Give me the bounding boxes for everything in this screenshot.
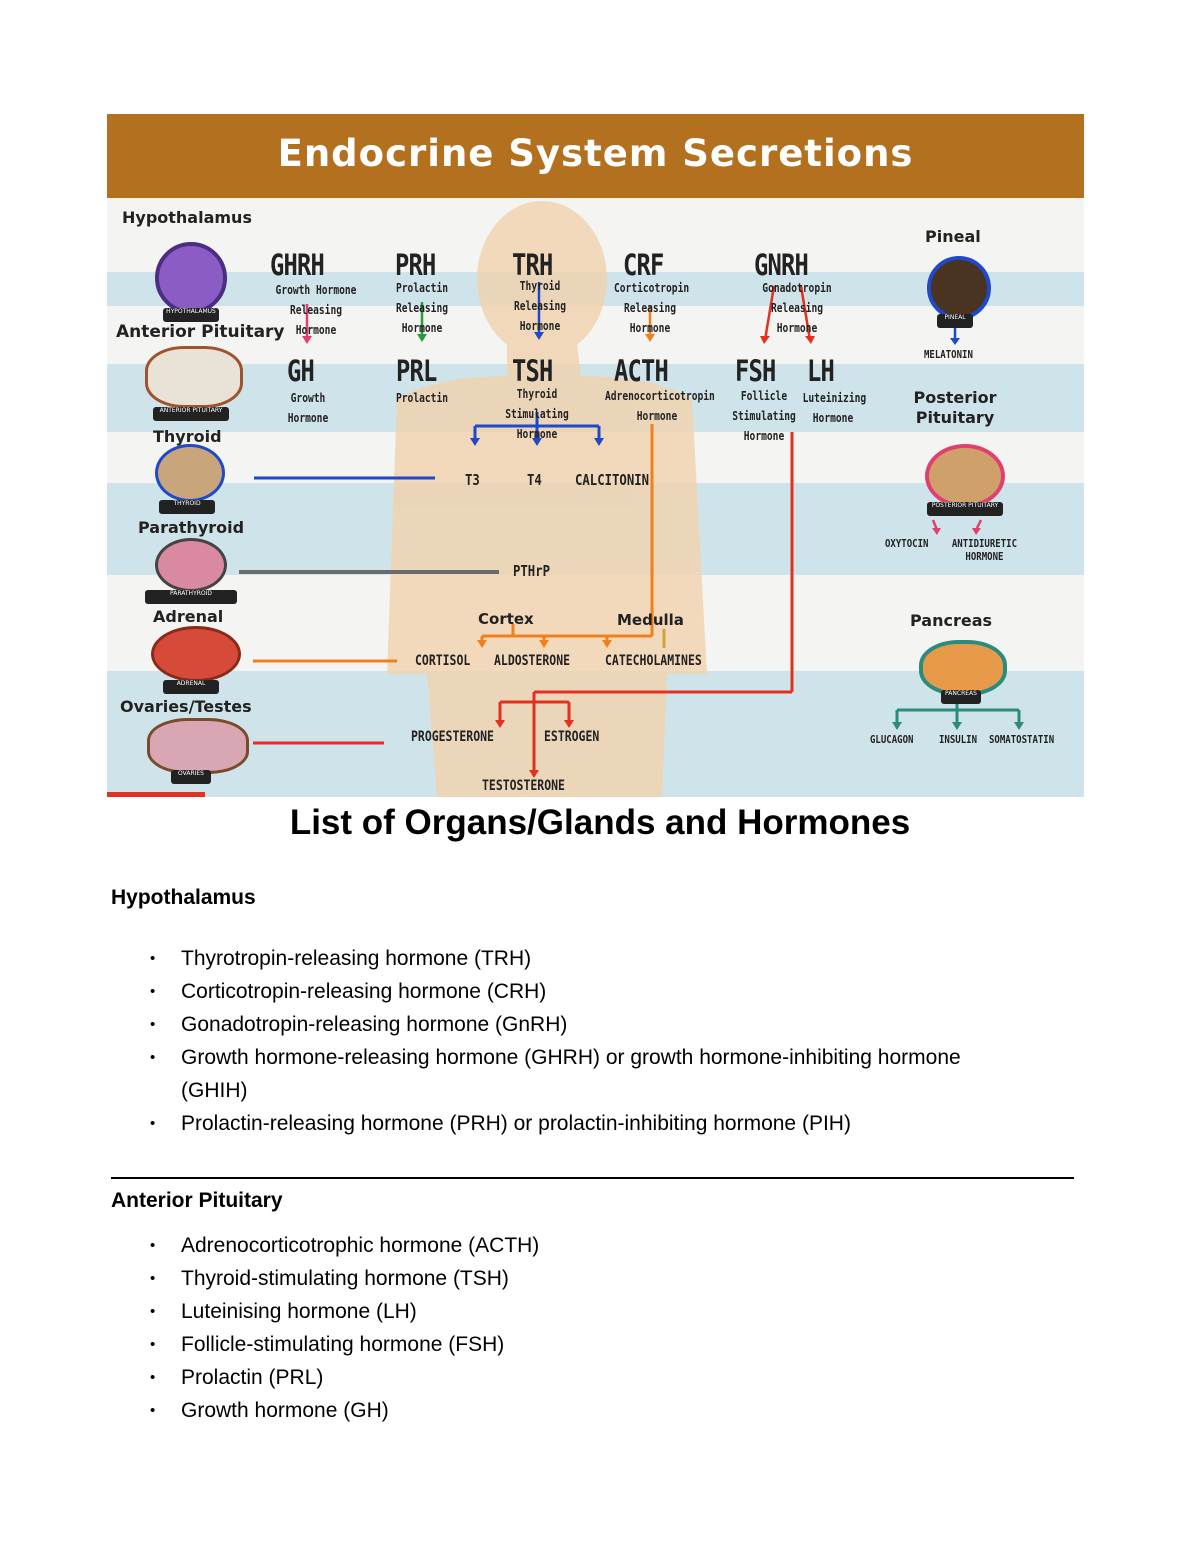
- section-heading-hypothalamus: Hypothalamus: [111, 886, 256, 909]
- adrenal-hormone: ALDOSTERONE: [494, 653, 571, 669]
- releasing-desc: Gonadotropin Releasing Hormone: [762, 281, 832, 335]
- pituitary-desc: Prolactin: [395, 391, 449, 405]
- pituitary-abbr: FSH: [735, 354, 776, 388]
- releasing-desc: Growth Hormone Releasing Hormone: [275, 283, 357, 337]
- label-adrenal: Adrenal: [153, 607, 224, 626]
- releasing-abbr: CRF: [623, 248, 664, 282]
- releasing-abbr: PRH: [395, 248, 436, 282]
- icon-caption: THYROID: [159, 500, 215, 514]
- adrenal-hormone: CORTISOL: [415, 653, 471, 669]
- posterior-hormone: ANTIDIURETIC HORMONE: [951, 537, 1018, 563]
- label-thyroid: Thyroid: [153, 427, 222, 446]
- icon-caption: OVARIES: [171, 770, 211, 784]
- label-hypothalamus: Hypothalamus: [122, 208, 252, 227]
- label-ovaries-testes: Ovaries/Testes: [120, 697, 252, 716]
- pancreas-icon: [919, 640, 1007, 696]
- pituitary-desc: Growth Hormone: [287, 391, 329, 425]
- label-pineal: Pineal: [925, 227, 981, 246]
- label-pancreas: Pancreas: [910, 611, 993, 630]
- pancreas-hormone: SOMATOSTATIN: [989, 733, 1055, 746]
- releasing-abbr: TRH: [512, 248, 553, 282]
- list-item: • Adrenocorticotrophic hormone (ACTH): [150, 1229, 1020, 1262]
- icon-caption: PINEAL: [937, 314, 973, 328]
- adrenal-icon: [151, 626, 241, 682]
- icon-caption: ADRENAL: [163, 680, 219, 694]
- releasing-abbr: GNRH: [754, 248, 808, 282]
- pancreas-hormone: INSULIN: [939, 733, 978, 746]
- pituitary-desc: Thyroid Stimulating Hormone: [505, 387, 569, 441]
- list-item: • Gonadotropin-releasing hormone (GnRH): [150, 1008, 1020, 1041]
- icon-caption: PANCREAS: [941, 690, 981, 704]
- pancreas-hormone: GLUCAGON: [870, 733, 914, 746]
- pituitary-desc: Luteinizing Hormone: [802, 391, 867, 425]
- adrenal-hormone: CATECHOLAMINES: [605, 653, 702, 669]
- list-item: • Luteinising hormone (LH): [150, 1295, 1020, 1328]
- anterior-pituitary-icon: [145, 346, 243, 408]
- endocrine-infographic: [107, 114, 1084, 797]
- releasing-desc: Thyroid Releasing Hormone: [513, 279, 567, 333]
- list-item: • Growth hormone (GH): [150, 1394, 1020, 1427]
- gonad-hormone: TESTOSTERONE: [482, 778, 565, 794]
- pineal-hormone: MELATONIN: [924, 348, 973, 361]
- adrenal-cortex-label: Cortex: [478, 610, 534, 628]
- gonad-hormone: ESTROGEN: [544, 729, 600, 745]
- pineal-icon: [927, 256, 991, 320]
- pituitary-abbr: LH: [807, 354, 834, 388]
- label-parathyroid: Parathyroid: [138, 518, 245, 537]
- releasing-abbr: GHRH: [270, 248, 324, 282]
- hypothalamus-hormone-list: [150, 942, 1020, 1140]
- pituitary-desc: Follicle Stimulating Hormone: [732, 389, 796, 443]
- infographic-title: Endocrine System Secretions: [107, 114, 1084, 198]
- hypothalamus-icon: [155, 242, 227, 314]
- label-anterior-pituitary: Anterior Pituitary: [116, 322, 285, 342]
- list-item: • Corticotropin-releasing hormone (CRH): [150, 975, 1020, 1008]
- icon-caption: ANTERIOR PITUITARY: [153, 407, 229, 421]
- releasing-desc: Prolactin Releasing Hormone: [395, 281, 449, 335]
- posterior-hormone: OXYTOCIN: [885, 537, 929, 550]
- thyroid-hormone: T4: [527, 471, 542, 489]
- pituitary-abbr: PRL: [396, 354, 437, 388]
- pituitary-abbr: GH: [287, 354, 314, 388]
- icon-caption: HYPOTHALAMUS: [163, 308, 219, 322]
- thyroid-hormone: CALCITONIN: [575, 471, 650, 489]
- section-heading-anterior-pituitary: Anterior Pituitary: [111, 1189, 283, 1212]
- list-item: • Prolactin-releasing hormone (PRH) or prolactin-inhibiting hormone (PIH): [150, 1107, 1020, 1140]
- list-item: • Prolactin (PRL): [150, 1361, 1020, 1394]
- label-posterior-pituitary: Posterior Pituitary: [913, 388, 997, 427]
- releasing-desc: Corticotropin Releasing Hormone: [614, 281, 690, 335]
- list-item: • Thyrotropin-releasing hormone (TRH): [150, 942, 1020, 975]
- thyroid-icon: [155, 444, 225, 502]
- adrenal-medulla-label: Medulla: [617, 611, 684, 629]
- pituitary-abbr: ACTH: [614, 354, 668, 388]
- pituitary-desc: Adrenocorticotropin Hormone: [605, 389, 715, 423]
- anterior-pituitary-hormone-list: [150, 1229, 1020, 1427]
- list-item: • Growth hormone-releasing hormone (GHRH) or growth hormone-inhibiting hormone (GHIH): [150, 1041, 1001, 1107]
- parathyroid-icon: [155, 538, 227, 592]
- icon-caption: PARATHYROID: [145, 590, 237, 604]
- posterior-pituitary-icon: [925, 444, 1005, 508]
- list-item: • Thyroid-stimulating hormone (TSH): [150, 1262, 1020, 1295]
- list-item: • Follicle-stimulating hormone (FSH): [150, 1328, 1020, 1361]
- icon-caption: POSTERIOR PITUITARY: [927, 502, 1003, 516]
- document-title: List of Organs/Glands and Hormones: [289, 803, 911, 842]
- gonad-hormone: PROGESTERONE: [411, 729, 494, 745]
- thyroid-hormone: T3: [465, 471, 480, 489]
- ovaries-testes-icon: [147, 718, 249, 774]
- section-divider: [111, 1177, 1074, 1179]
- pituitary-abbr: TSH: [512, 354, 553, 388]
- parathyroid-hormone: PTHrP: [513, 562, 551, 580]
